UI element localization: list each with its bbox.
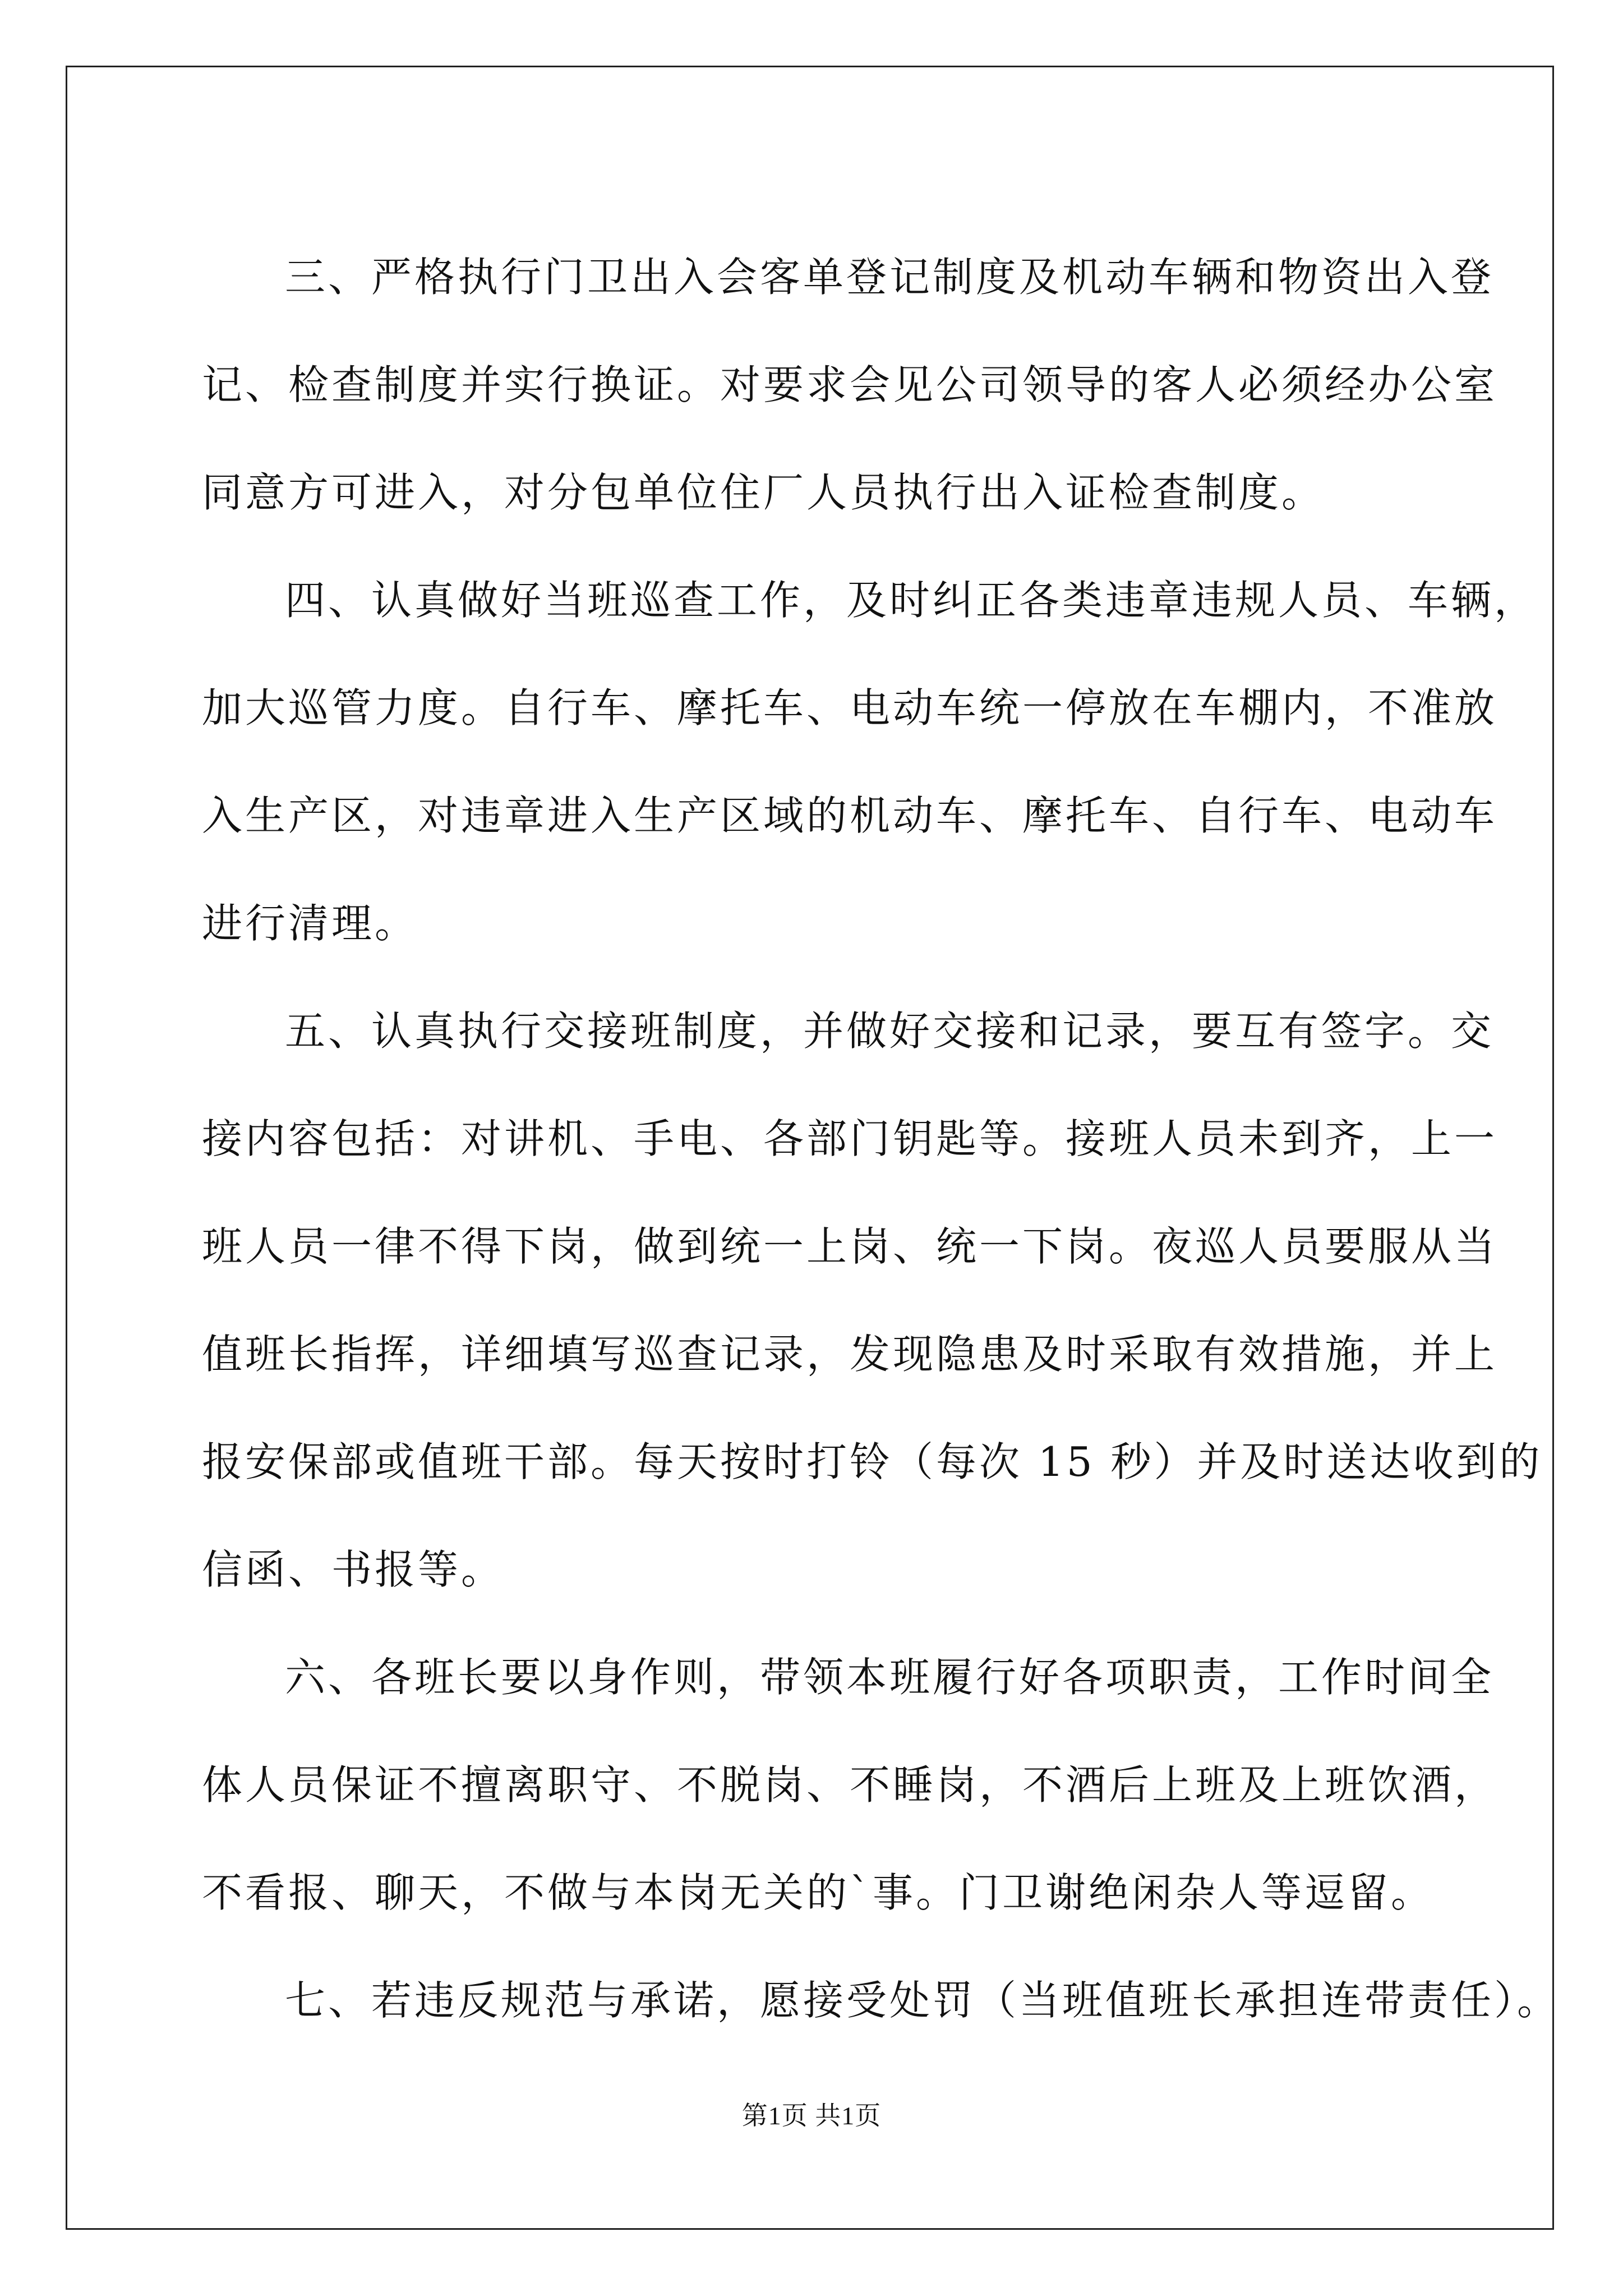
paragraph-5-line-6: 信函、书报等。 <box>202 1546 505 1593</box>
page-number-footer: 第1页 共1页 <box>741 2101 882 2130</box>
paragraph-3-line-2: 记、检查制度并实行换证。对要求会见公司领导的客人必须经办公室 <box>202 361 1498 408</box>
paragraph-6-line-3: 不看报、聊天，不做与本岗无关的`事。门卫谢绝闲杂人等逗留。 <box>202 1869 1435 1916</box>
paragraph-5-line-4: 值班长指挥，详细填写巡查记录，发现隐患及时采取有效措施，并上 <box>202 1331 1498 1378</box>
paragraph-4-line-1: 四、认真做好当班巡查工作，及时纠正各类违章违规人员、车辆， <box>285 577 1538 624</box>
paragraph-5-line-2: 接内容包括：对讲机、手电、各部门钥匙等。接班人员未到齐，上一 <box>202 1115 1498 1162</box>
paragraph-5-line-1: 五、认真执行交接班制度，并做好交接和记录，要互有签字。交 <box>285 1007 1495 1055</box>
paragraph-5-line-3: 班人员一律不得下岗，做到统一上岗、统一下岗。夜巡人员要服从当 <box>202 1223 1498 1270</box>
paragraph-4-line-2: 加大巡管力度。自行车、摩托车、电动车统一停放在车棚内，不准放 <box>202 684 1498 731</box>
paragraph-4-line-4: 进行清理。 <box>202 900 418 947</box>
paragraph-6-line-2: 体人员保证不擅离职守、不脱岗、不睡岗，不酒后上班及上班饮酒， <box>202 1761 1498 1809</box>
document-body <box>202 223 1561 2054</box>
paragraph-3-line-1: 三、严格执行门卫出入会客单登记制度及机动车辆和物资出入登 <box>285 254 1495 301</box>
paragraph-3-line-3: 同意方可进入，对分包单位住厂人员执行出入证检查制度。 <box>202 469 1325 516</box>
paragraph-7-line-1: 七、若违反规范与承诺，愿接受处罚（当班值班长承担连带责任）。 <box>285 1977 1561 2024</box>
paragraph-5-line-5: 报安保部或值班干部。每天按时打铃（每次 15 秒）并及时送达收到的 <box>202 1438 1543 1485</box>
paragraph-4-line-3: 入生产区，对违章进入生产区域的机动车、摩托车、自行车、电动车 <box>202 792 1498 839</box>
paragraph-6-line-1: 六、各班长要以身作则，带领本班履行好各项职责，工作时间全 <box>285 1654 1495 1701</box>
